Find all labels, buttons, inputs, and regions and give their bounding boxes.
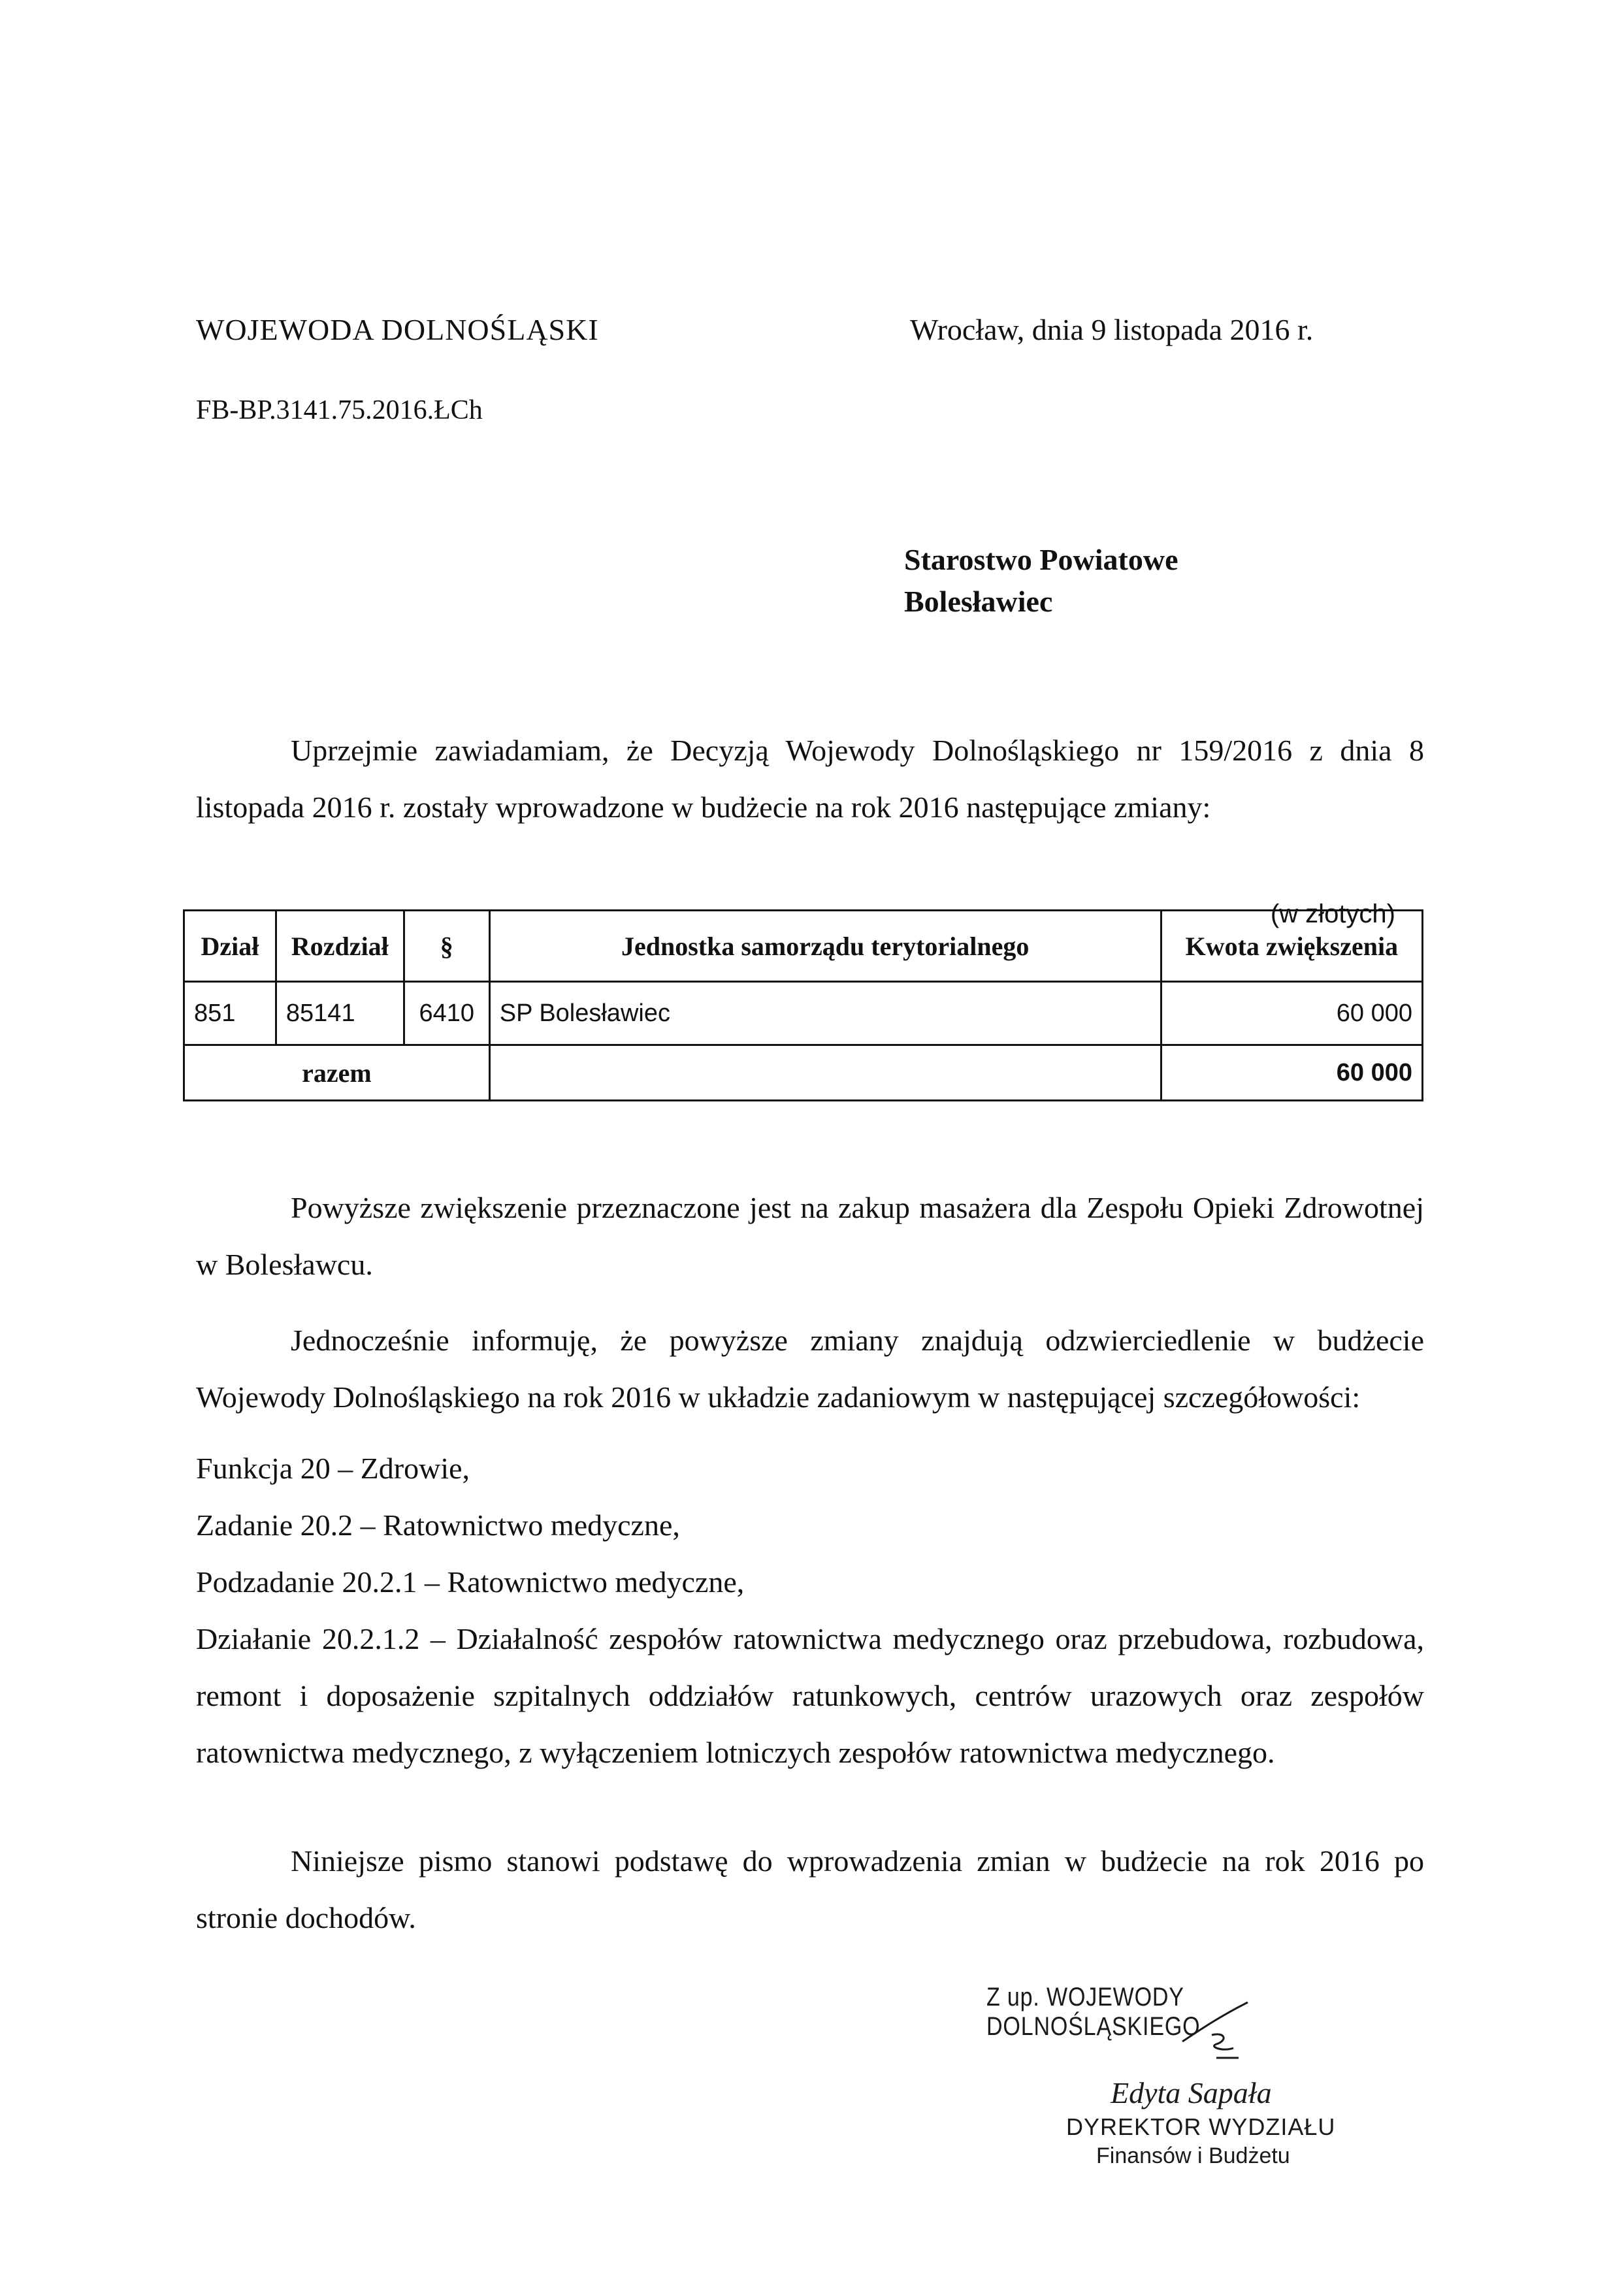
reflection-text: Jednocześnie informuję, że powyższe zmiany znajdują odzwierciedlenie w budżecie Wojewody Dolnośląskiego na rok 2016 w układzie zadaniowym w następującej szczegółowości: — [196, 1324, 1424, 1414]
header-kwota: Kwota zwiększenia — [1161, 911, 1422, 982]
place-and-date: Wrocław, dnia 9 listopada 2016 r. — [910, 313, 1314, 346]
classification-zadanie: Zadanie 20.2 – Ratownictwo medyczne, — [196, 1508, 680, 1542]
closing-paragraph — [196, 1832, 1424, 1946]
classification-list — [196, 1440, 1424, 1781]
total-kwota: 60 000 — [1161, 1045, 1422, 1101]
budget-table — [183, 909, 1423, 1101]
total-label: razem — [184, 1045, 490, 1101]
purpose-text: Powyższe zwiększenie przeznaczone jest na zakup masażera dla Zespołu Opieki Zdrowotnej w Bolesławcu. — [196, 1191, 1424, 1281]
intro-text: Uprzejmie zawiadamiam, że Decyzją Wojewody Dolnośląskiego nr 159/2016 z dnia 8 listopada 2016 r. zostały wprowadzone w budżecie na rok 2016 następujące zmiany: — [196, 734, 1424, 824]
stamp-on-behalf: Z up. WOJEWODY DOLNOŚLĄSKIEGO — [986, 1983, 1201, 2041]
cell-rozdzial: 85141 — [276, 982, 404, 1045]
signatory-title: DYREKTOR WYDZIAŁU — [1066, 2113, 1336, 2140]
cell-jednostka: SP Bolesławiec — [489, 982, 1161, 1045]
recipient-address — [904, 539, 1178, 623]
cell-dzial: 851 — [184, 982, 276, 1045]
classification-podzadanie: Podzadanie 20.2.1 – Ratownictwo medyczne, — [196, 1565, 745, 1599]
signatory-department: Finansów i Budżetu — [1096, 2143, 1290, 2168]
classification-dzialanie: Działanie 20.2.1.2 – Działalność zespołów ratownictwa medycznego oraz przebudowa, rozbudowa, remont i doposażenie szpitalnych oddziałów ratunkowych, centrów urazowych oraz zespołów ratownictwa medycznego, z wyłączeniem lotniczych zespołów ratownictwa medycznego. — [196, 1622, 1424, 1769]
sender-name: WOJEWODA DOLNOŚLĄSKI — [196, 313, 599, 346]
signatory-name: Edyta Sapała — [1111, 2076, 1272, 2109]
table-row — [184, 982, 1423, 1045]
purpose-paragraph — [196, 1179, 1424, 1293]
header-paragraf: § — [404, 911, 489, 982]
header-rozdzial: Rozdział — [276, 911, 404, 982]
reflection-paragraph — [196, 1312, 1424, 1425]
total-empty-cell — [489, 1045, 1161, 1101]
recipient-line-2: Bolesławiec — [904, 585, 1053, 618]
reference-number: FB-BP.3141.75.2016.ŁCh — [196, 395, 483, 425]
table-header-row — [184, 911, 1423, 982]
handwritten-signature-icon — [1176, 1996, 1267, 2068]
header-jednostka: Jednostka samorządu terytorialnego — [489, 911, 1161, 982]
classification-funkcja: Funkcja 20 – Zdrowie, — [196, 1452, 470, 1485]
cell-kwota: 60 000 — [1161, 982, 1422, 1045]
cell-paragraf: 6410 — [404, 982, 489, 1045]
intro-paragraph — [196, 722, 1424, 836]
table-total-row — [184, 1045, 1423, 1101]
unit-note: (w złotych) — [1270, 900, 1395, 928]
header-dzial: Dział — [184, 911, 276, 982]
recipient-line-1: Starostwo Powiatowe — [904, 543, 1178, 576]
closing-text: Niniejsze pismo stanowi podstawę do wprowadzenia zmian w budżecie na rok 2016 po stronie dochodów. — [196, 1844, 1424, 1934]
